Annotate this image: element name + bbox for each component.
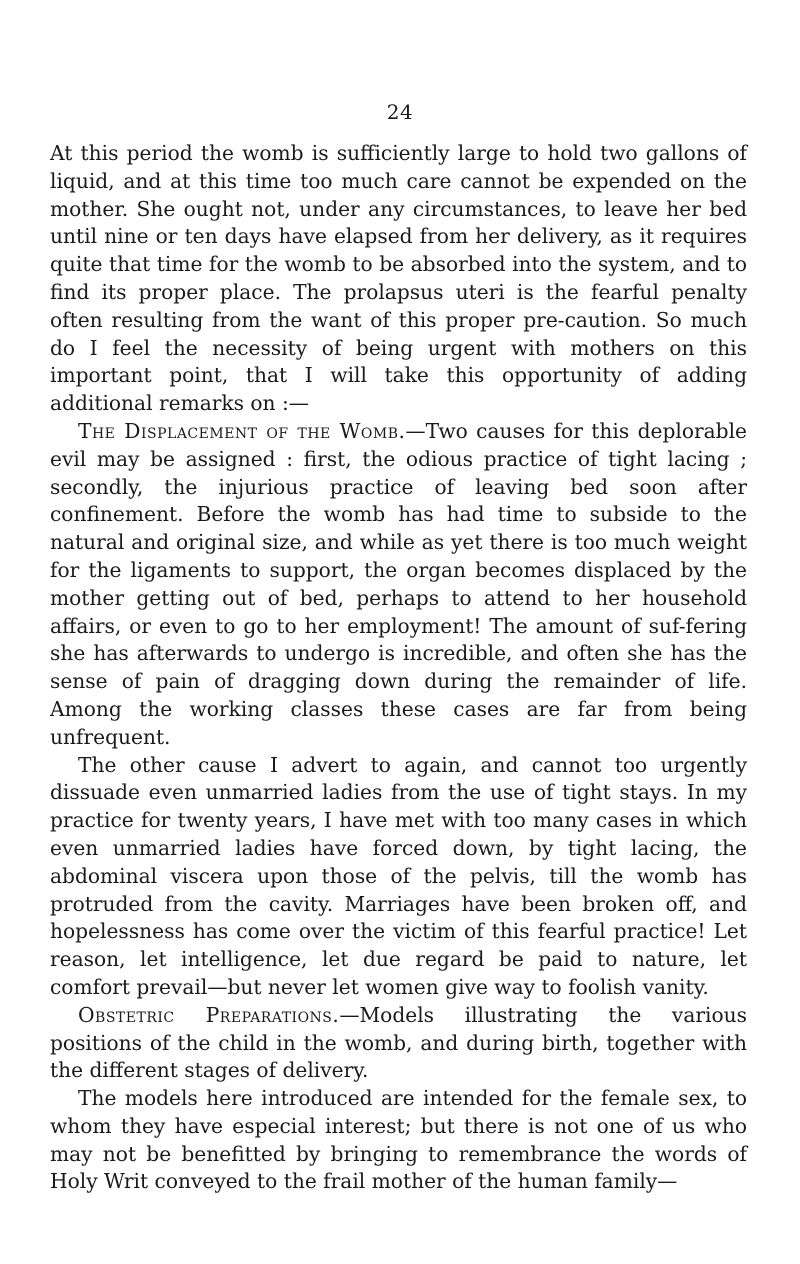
paragraph-text: —Models illustrating the various positions of the child in the womb, and during birth, together with the different stages of delivery. <box>50 1002 747 1083</box>
paragraph-text: —Two causes for this deplorable evil may be assigned : first, the odious practice of tight lacing ; secondly, the injurious practice of leaving bed soon after confinement. Before the womb has had time to subside to the natural and original size, and while as yet there is too much weight for the ligaments to support, the organ becomes displaced by the mother getting out of bed, perhaps to attend to her household affairs, or even to go to her employment! The amount of suf-fering she has afterwards to undergo is incredible, and often she has the sense of pain of dragging down during the remainder of life. Among the working classes these cases are far from being unfrequent. <box>50 418 748 749</box>
paragraph-text: At this period the womb is sufficiently large to hold two gallons of liquid, and at this time too much care cannot be expended on the mother. She ought not, under any circumstances, to leave her bed until nine or ten days have elapsed from her delivery, as it requires quite that time for the womb to be absorbed into the system, and to find its proper place. The prolapsus uteri is the fearful penalty often resulting from the want of this proper pre-caution. So much do I feel the necessity of being urgent with mothers on this important point, that I will take this opportunity of adding additional remarks on :— <box>50 141 747 416</box>
paragraph-obstetric-preparations <box>50 1002 747 1085</box>
paragraph-models <box>50 1085 747 1196</box>
section-heading: The Displacement of the Womb. <box>78 418 406 443</box>
page-number: 24 <box>386 100 414 124</box>
body-text <box>50 140 747 1196</box>
paragraph-displacement-of-womb <box>50 418 747 752</box>
section-heading: Obstetric Preparations. <box>78 1002 340 1027</box>
paragraph-womb-size <box>50 140 747 418</box>
paragraph-tight-stays <box>50 752 747 1002</box>
paragraph-text: The models here introduced are intended for the female sex, to whom they have especial interest; but there is not one of us who may not be benefitted by bringing to remembrance the words of Holy Writ conveyed to the frail mother of the human family— <box>50 1086 747 1194</box>
paragraph-text: The other cause I advert to again, and cannot too urgently dissuade even unmarried ladies from the use of tight stays. In my practice for twenty years, I have met with too many cases in which even unmarried ladies have forced down, by tight lacing, the abdominal viscera upon those of the pelvis, till the womb has protruded from the cavity. Marriages have been broken off, and hopelessness has come over the victim of this fearful practice! Let reason, let intelligence, let due regard be paid to nature, let comfort prevail—but never let women give way to foolish vanity. <box>50 752 747 999</box>
